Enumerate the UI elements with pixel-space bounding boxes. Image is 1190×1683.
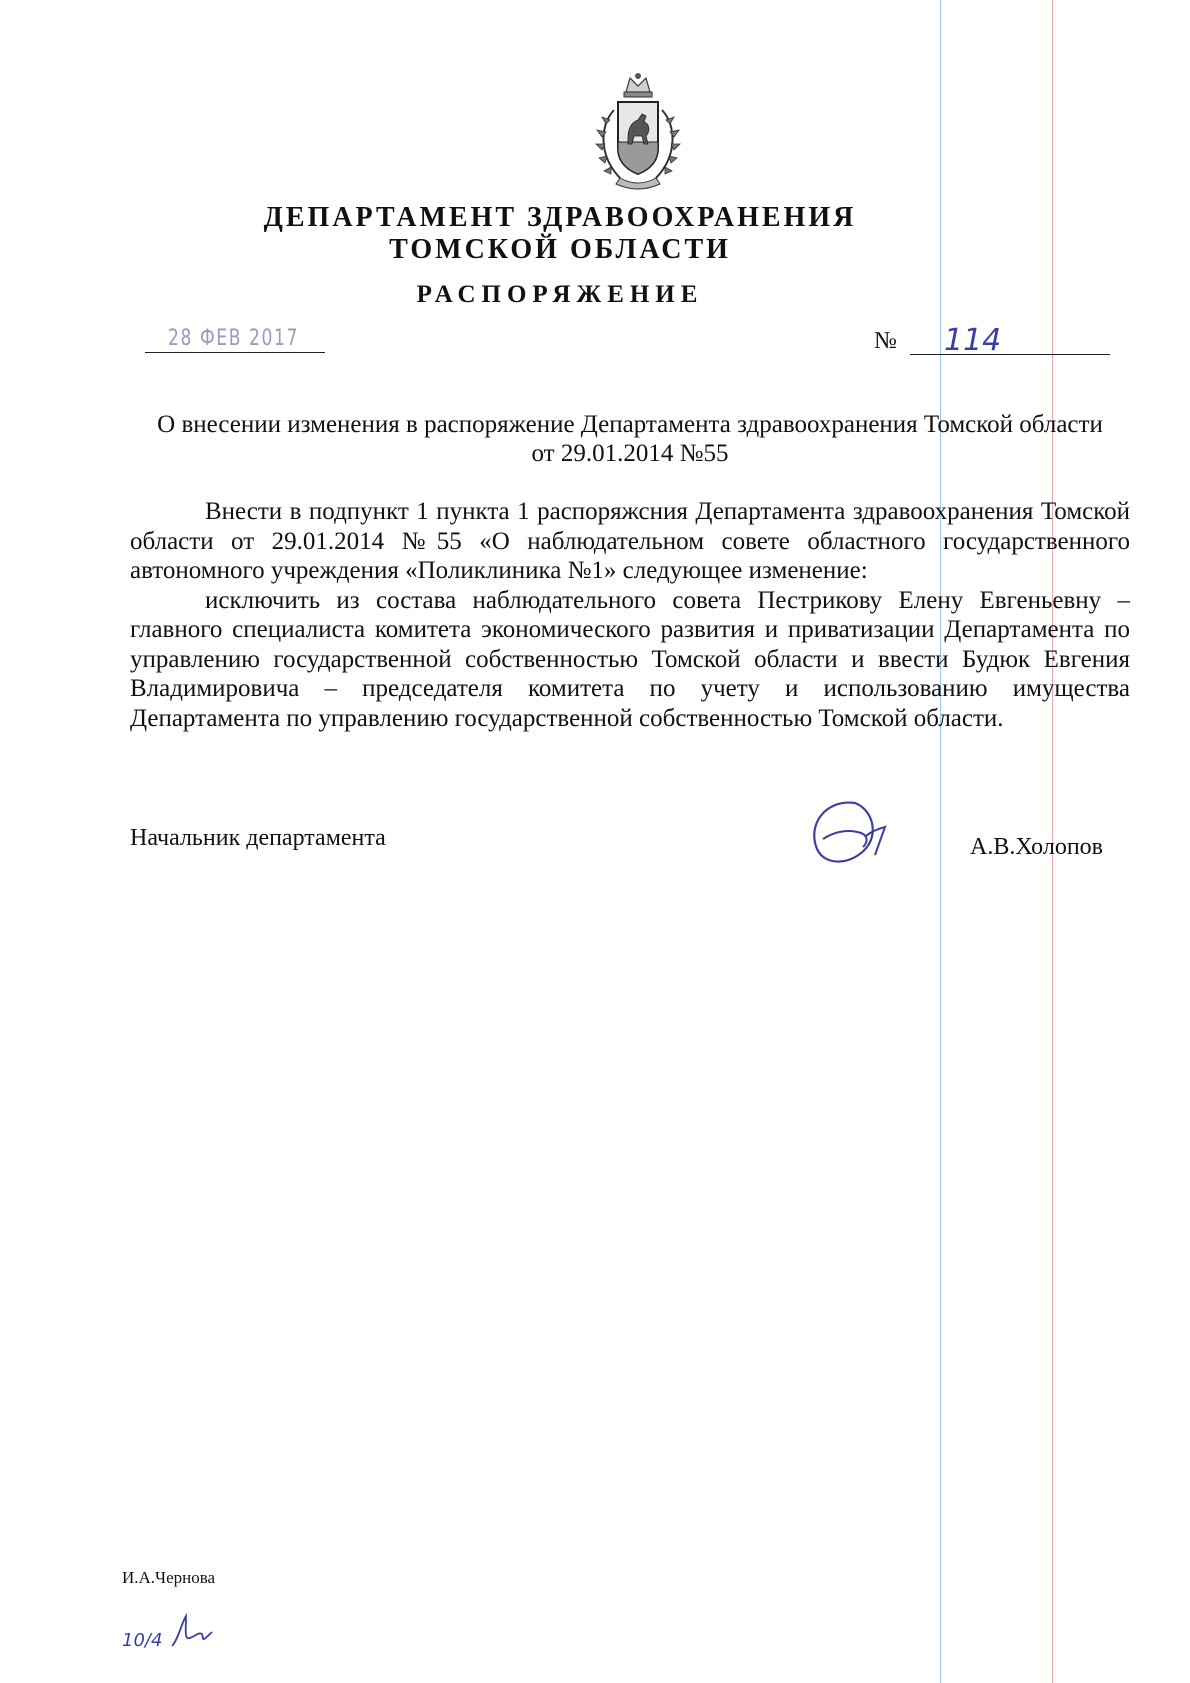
signatory-position: Начальник департамента [130, 825, 386, 851]
subject-line1: О внесении изменения в распоряжение Департамента здравоохранения Томской области [157, 411, 1103, 438]
signatory-name: А.В.Холопов [970, 834, 1103, 860]
document-number-text: 114 [944, 323, 1002, 358]
date-stamp: 28 ФЕВ 2017 [168, 326, 299, 351]
executor-name: И.А.Чернова [122, 1568, 216, 1587]
body-paragraph-1: Внести в подпункт 1 пункта 1 распоряжсния Департамента здравоохранения Томской области от 29.01.2014 №55 «О наблюдательном совете областного государственного автономного учреждения «Поликлиника №1» следующее изменение: [130, 498, 1130, 584]
handwritten-initials-icon [120, 1610, 220, 1665]
document-subject [120, 410, 1140, 468]
document-body [130, 497, 1130, 733]
document-type: РАСПОРЯЖЕНИЕ [416, 281, 704, 308]
number-label: № [874, 328, 897, 354]
date-underline [145, 352, 325, 353]
body-paragraph-2: исключить из состава наблюдательного совета Пестрикову Елену Евгеньевну – главного специалиста комитета экономического развития и приватизации Департамента по управлению государственной собственностью Томской области и ввести Будюк Евгения Владимировича – председателя комитета по учету и использованию имущества Департамента по управлению государственной собственностью Томской области. [130, 586, 1130, 732]
org-name-line2: ТОМСКОЙ ОБЛАСТИ [389, 234, 731, 265]
handwritten-signature-icon [805, 795, 895, 880]
margin-line-blue [940, 0, 941, 1683]
tomsk-coat-of-arms-icon [580, 70, 696, 196]
document-number [940, 318, 1010, 363]
visa-note-text: 10/4 [122, 1630, 163, 1651]
org-name-line1: ДЕПАРТАМЕНТ ЗДРАВООХРАНЕНИЯ [263, 202, 857, 233]
subject-line2: от 29.01.2014 №55 [531, 440, 729, 467]
